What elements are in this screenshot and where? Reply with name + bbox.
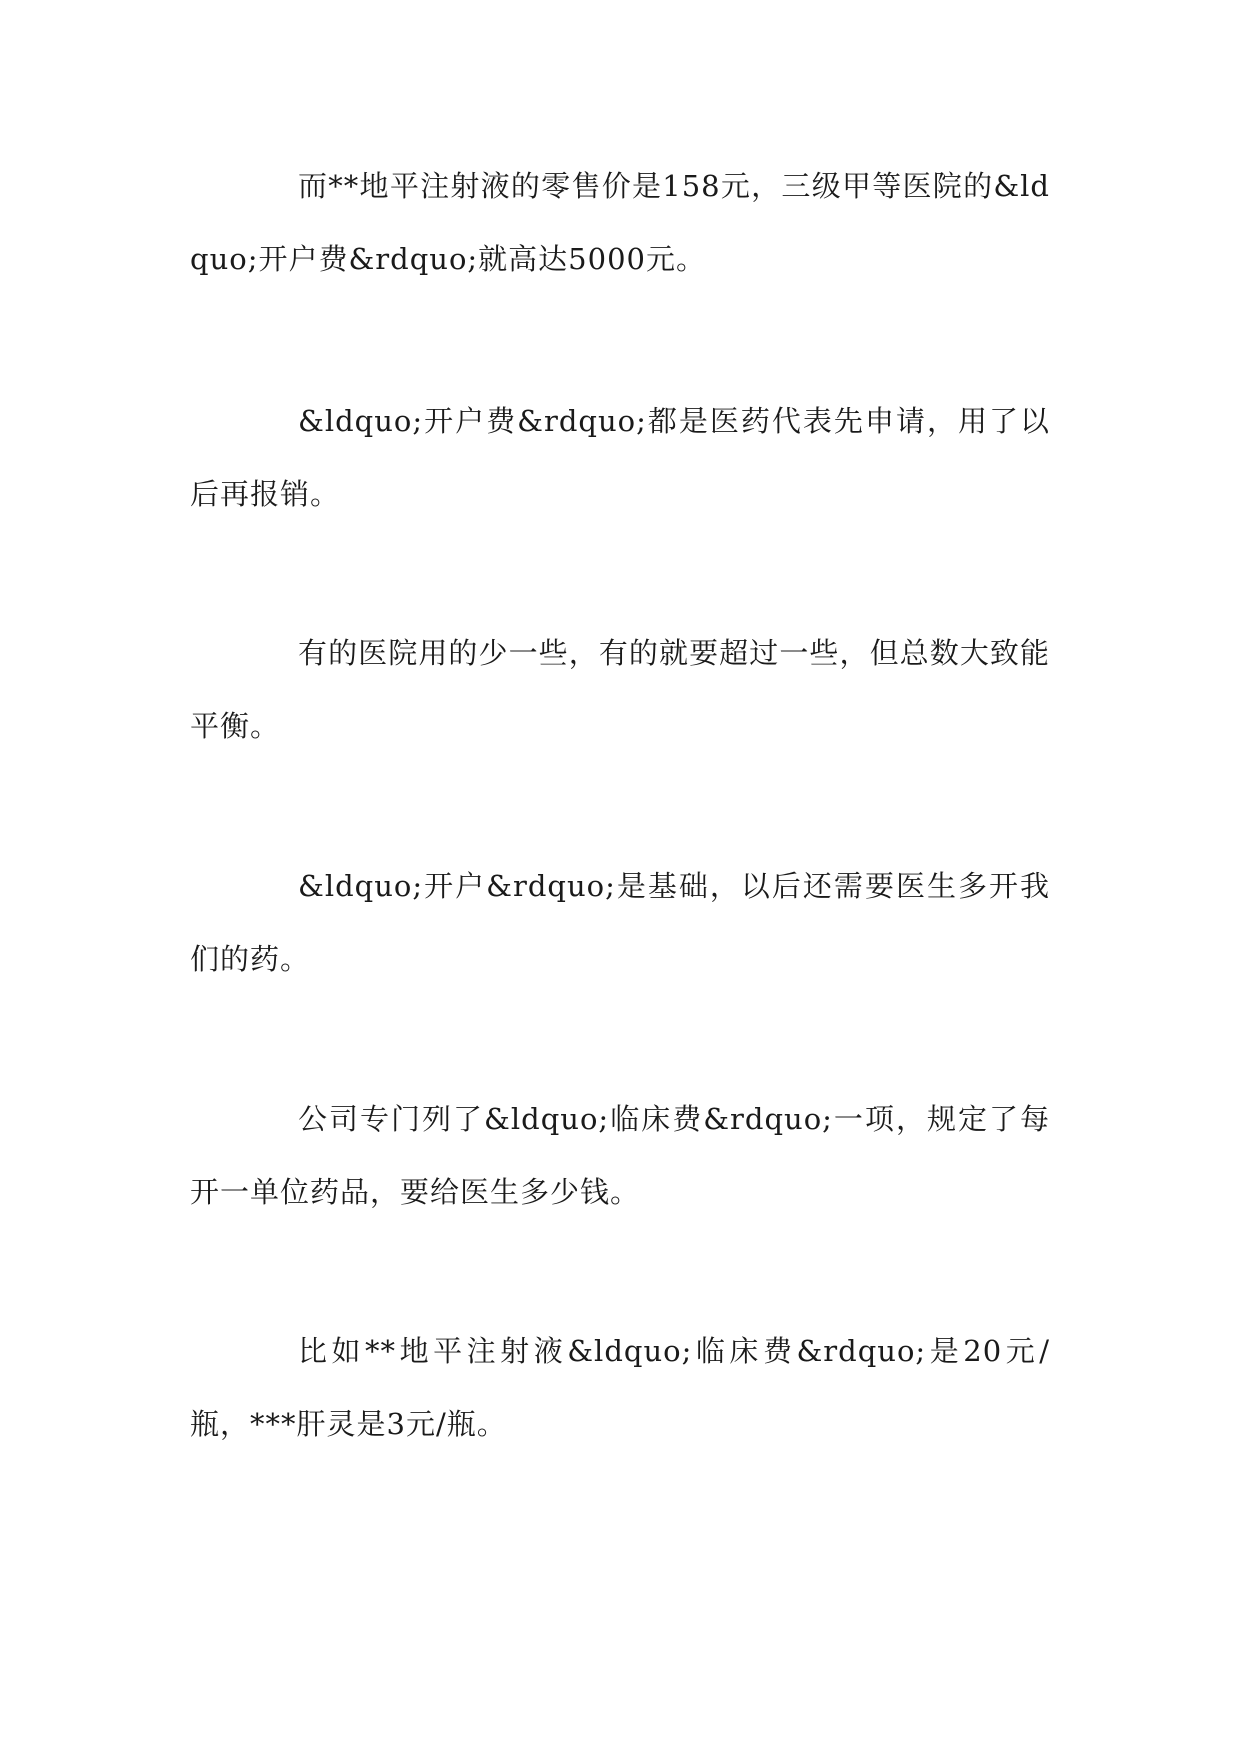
paragraph-4: &ldquo;开户&rdquo;是基础，以后还需要医生多开我们的药。	[190, 869, 1050, 976]
paragraph-1: 而**地平注射液的零售价是158元，三级甲等医院的&ldquo;开户费&rdquo;就高达5000元。	[190, 169, 1050, 276]
paragraph-2: &ldquo;开户费&rdquo;都是医药代表先申请，用了以后再报销。	[190, 404, 1050, 511]
paragraph-6: 比如**地平注射液&ldquo;临床费&rdquo;是20元/瓶，***肝灵是3元/瓶。	[190, 1334, 1050, 1441]
paragraph-5: 公司专门列了&ldquo;临床费&rdquo;一项，规定了每开一单位药品，要给医生多少钱。	[190, 1102, 1050, 1209]
paragraph-3: 有的医院用的少一些，有的就要超过一些，但总数大致能平衡。	[190, 636, 1050, 743]
